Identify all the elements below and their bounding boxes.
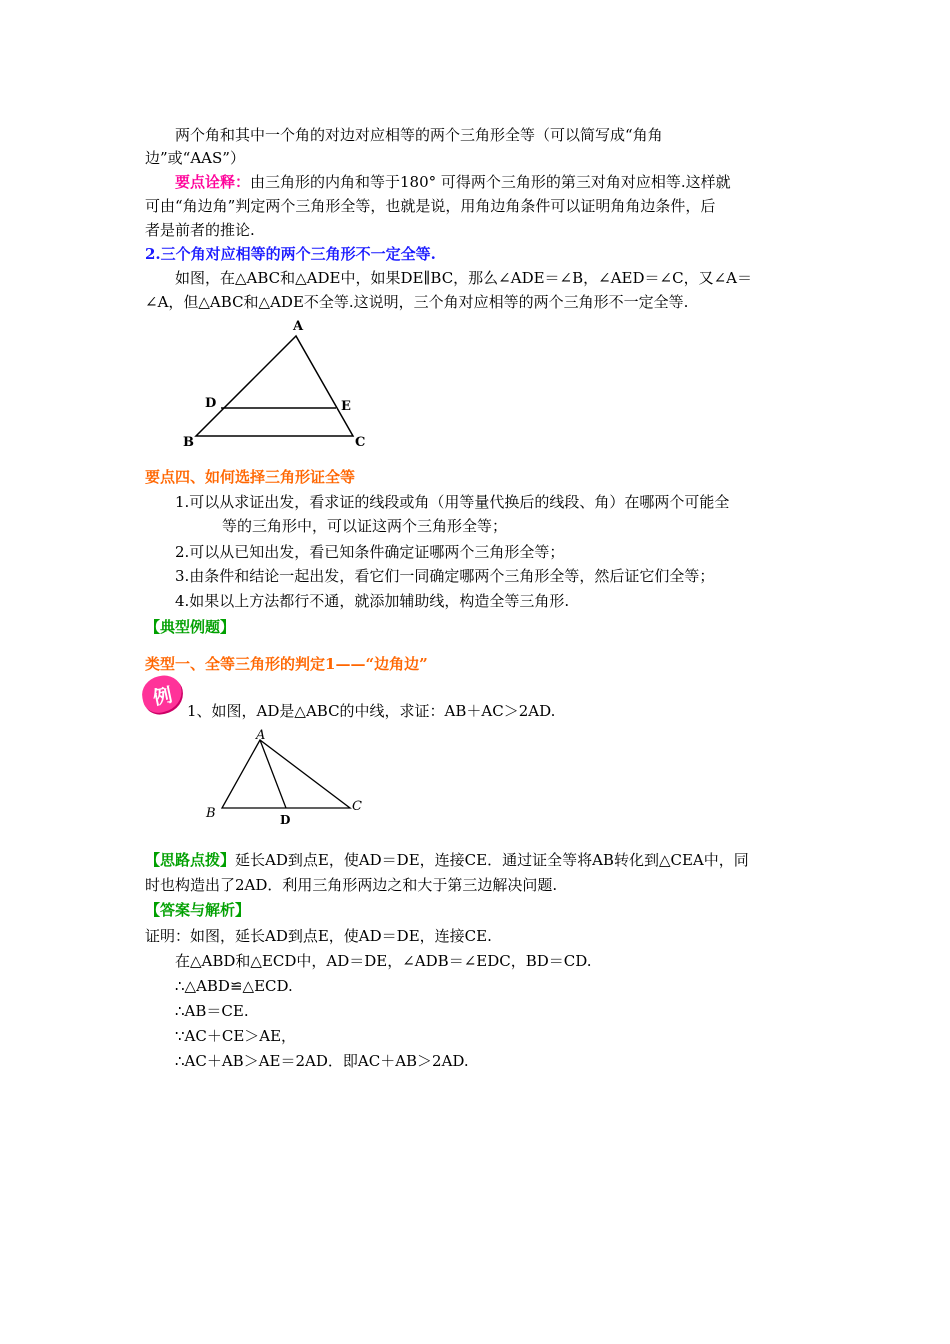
answer-line-2: 在△ABD和△ECD中，AD＝DE，∠ADB＝∠EDC，BD＝CD. xyxy=(175,952,592,970)
note-label: 要点诠释： xyxy=(175,173,251,191)
note-text-1: 由三角形的内角和等于180° 可得两个三角形的第三对角对应相等.这样就 xyxy=(250,173,731,191)
section4-item-1-line-1: 1.可以从求证出发，看求证的线段或角（用等量代换后的线段、角）在哪两个可能全 xyxy=(175,493,730,511)
aas-line-1: 两个角和其中一个角的对边对应相等的两个三角形全等（可以简写成“角角 xyxy=(175,126,663,144)
answer-line-4: ∴AB＝CE. xyxy=(175,1002,249,1020)
triangle-abc xyxy=(196,336,353,436)
section4-item-2: 2.可以从已知出发，看已知条件确定证哪两个三角形全等； xyxy=(175,543,565,561)
answer-label: 【答案与解析】 xyxy=(145,901,251,919)
triangle-abc-2 xyxy=(222,740,350,808)
hint-line-1 xyxy=(145,850,749,870)
label-b: B xyxy=(183,435,194,450)
type1-title: 类型一、全等三角形的判定1——“边角边” xyxy=(145,655,428,673)
answer-line-5: ∵AC＋CE＞AE， xyxy=(175,1027,297,1045)
section4-item-4: 4.如果以上方法都行不通，就添加辅助线，构造全等三角形. xyxy=(175,592,570,610)
hint-label: 【思路点拨】 xyxy=(145,851,236,869)
label-a: A xyxy=(293,319,304,334)
label-d-2: D xyxy=(280,813,291,827)
label-c-2: C xyxy=(352,799,362,814)
point2-title: 2.三个角对应相等的两个三角形不一定全等. xyxy=(145,245,436,263)
section4-title: 要点四、如何选择三角形证全等 xyxy=(145,468,356,486)
section4-item-3: 3.由条件和结论一起出发，看它们一同确定哪两个三角形全等，然后证它们全等； xyxy=(175,567,715,585)
label-d: D xyxy=(205,396,217,411)
example-badge xyxy=(139,672,186,716)
answer-line-6: ∴AC＋AB＞AE＝2AD．即AC＋AB＞2AD. xyxy=(175,1052,469,1070)
hint-text-1: 延长AD到点E，使AD＝DE，连接CE．通过证全等将AB转化到△CEA中，同 xyxy=(235,851,749,869)
example-badge-label: 例 xyxy=(151,684,175,710)
note-line-1 xyxy=(175,172,731,192)
answer-line-1: 证明：如图，延长AD到点E，使AD＝DE，连接CE. xyxy=(145,927,492,945)
figure-triangle-abc-median xyxy=(200,725,375,830)
note-line-2: 可由“角边角”判定两个三角形全等，也就是说，用角边角条件可以证明角角边条件，后 xyxy=(145,197,716,215)
point2-line-1: 如图，在△ABC和△ADE中，如果DE∥BC，那么∠ADE＝∠B，∠AED＝∠C，又∠A＝ xyxy=(175,269,752,287)
note-line-3: 者是前者的推论. xyxy=(145,221,255,239)
answer-line-3: ∴△ABD≌△ECD. xyxy=(175,977,293,995)
figure-triangle-ade-abc xyxy=(175,315,375,455)
label-b-2: B xyxy=(206,806,216,821)
label-e: E xyxy=(341,399,351,414)
label-c: C xyxy=(355,435,366,450)
hint-line-2: 时也构造出了2AD．利用三角形两边之和大于第三边解决问题. xyxy=(145,876,558,894)
example1-text: 1、如图，AD是△ABC的中线，求证：AB＋AC＞2AD. xyxy=(187,702,556,720)
aas-line-2: 边”或“AAS”） xyxy=(145,149,245,167)
point2-line-2: ∠A，但△ABC和△ADE不全等.这说明，三个角对应相等的两个三角形不一定全等. xyxy=(145,293,689,311)
section4-item-1-line-2: 等的三角形中，可以证这两个三角形全等； xyxy=(222,517,508,535)
examples-heading: 【典型例题】 xyxy=(145,618,236,636)
label-a-2: A xyxy=(256,728,266,743)
